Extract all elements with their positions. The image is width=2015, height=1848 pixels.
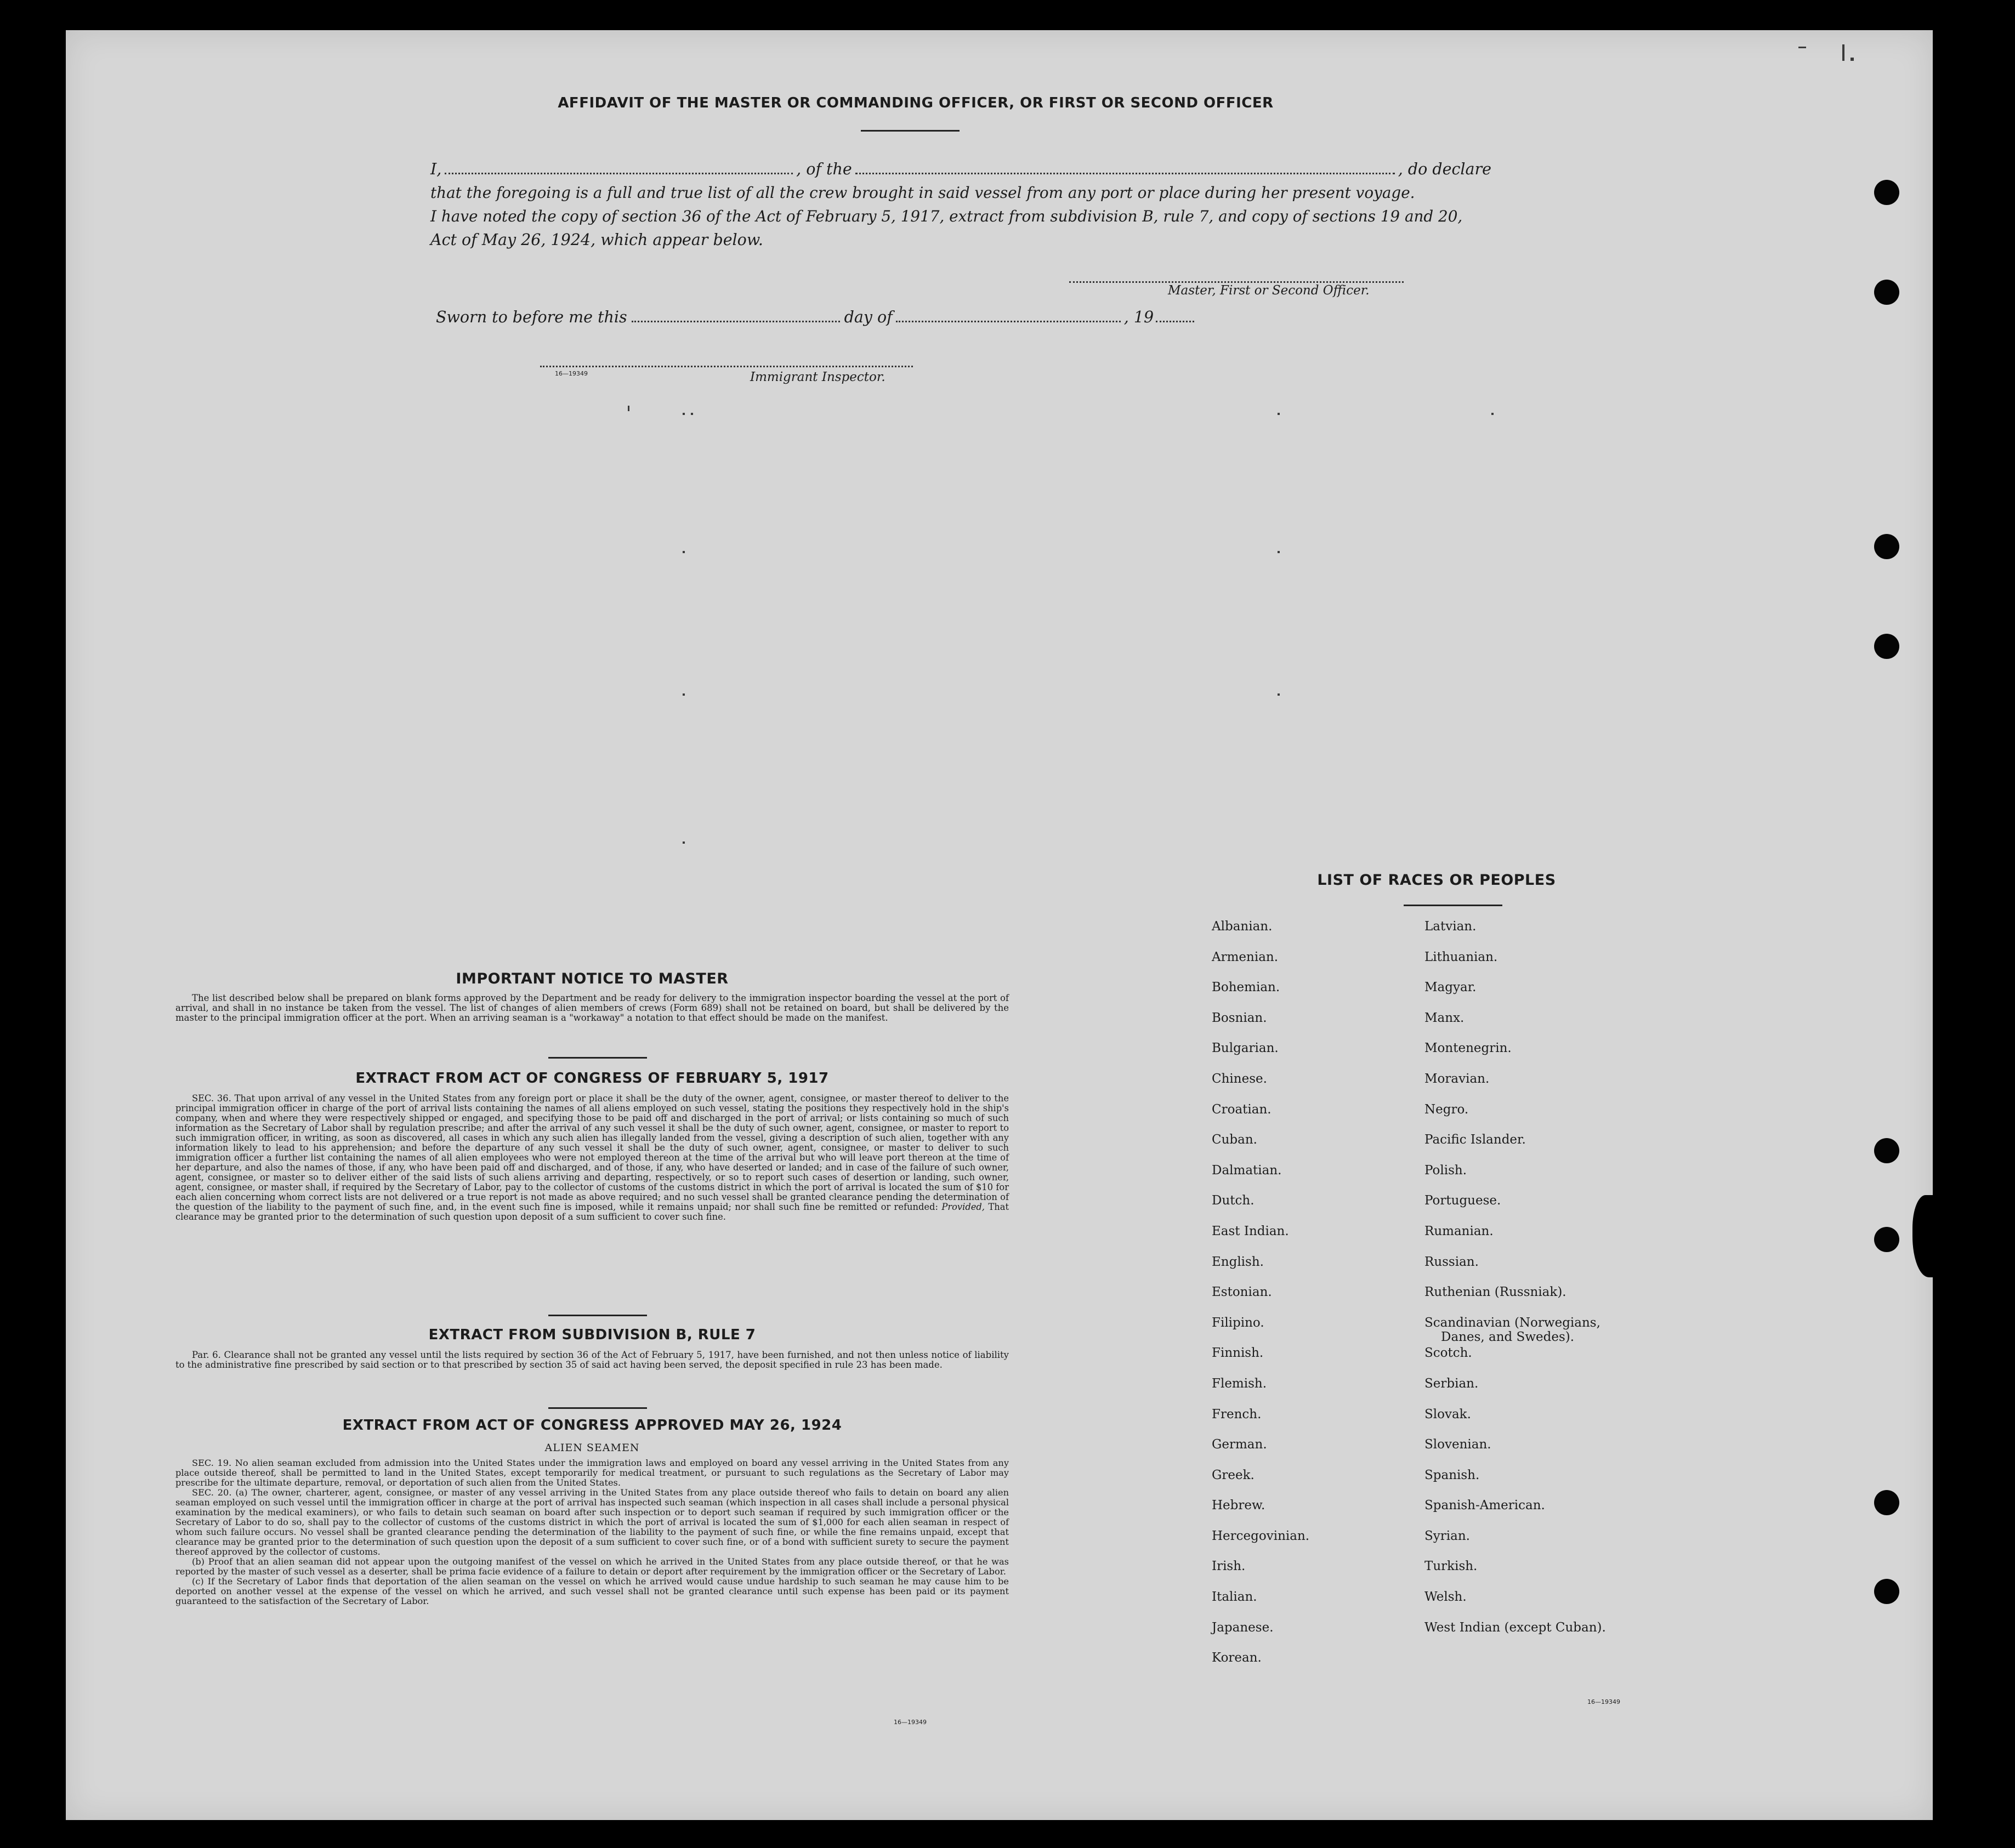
corner-mark <box>1851 58 1854 61</box>
sec20b-paragraph: (b) Proof that an alien seaman did not appear upon the outgoing manifest of the vessel on which he arrived in the United States from any place outside thereof, or that he was reported by the master of such vessel as a deserter, shall be prima facie evidence of a failure to detain or deport after requirement by the immigration officer or the Secretary of Labor. <box>175 1556 1009 1577</box>
race-item: East Indian. <box>1212 1224 1289 1238</box>
race-item: Dalmatian. <box>1212 1163 1282 1178</box>
signature-label: Master, First or Second Officer. <box>1168 283 1370 298</box>
bleed-mark <box>628 406 629 411</box>
race-item: Bohemian. <box>1212 980 1280 995</box>
race-item: Hercegovinian. <box>1212 1528 1310 1543</box>
proviso-word: Provided, <box>941 1202 985 1212</box>
bleed-mark <box>1278 693 1280 696</box>
extract-rule7-text <box>175 1350 1009 1370</box>
month-blank <box>896 321 1121 322</box>
race-item: Slovak. <box>1424 1407 1471 1421</box>
race-item: Negro. <box>1424 1102 1469 1117</box>
races-form-number: 16—19349 <box>1587 1698 1620 1705</box>
race-item: Chinese. <box>1212 1071 1267 1086</box>
bleed-mark <box>1278 413 1280 415</box>
race-item: Hebrew. <box>1212 1498 1265 1513</box>
race-item: Syrian. <box>1424 1528 1470 1543</box>
sec36-text: SEC. 36. That upon arrival of any vessel in the United States from any foreign port or place it shall be the duty of the owner, agent, consignee, or master thereof to deliver to the principal immigration officer in charge of the port of arrival lists containing the names of all aliens employed on such vessel, stating the positions they respectively hold in the ship's company, when and where they were respectively shipped or engaged, and specifying those to be paid off and discharged in the port of arrival; or lists containing so much of such information as the Secretary of Labor shall by regulation prescribe; and after the arrival of any such vessel it shall be the duty of such owner, agent, consignee, or master to report to such immigration officer, in writing, as soon as discovered, all cases in which any such alien has illegally landed from the vessel, giving a description of such alien, together with any information likely to lead to his apprehension; and before the departure of any such vessel it shall be the duty of such owner, agent, consignee, or master to deliver to such immigration officer a further list containing the names of all alien employees who were not employed thereon at the time of the arrival but who will leave port thereon at the time of her departure, and also the names of those, if any, who have been paid off and discharged, and of those, if any, who have deserted or landed; and in case of the failure of such owner, agent, consignee, or master so to deliver either of the said lists of such aliens arriving and departing, respectively, or so to report such cases of desertion or landing, such owner, agent, consignee, or master shall, if required by the Secretary of Labor, pay to the collector of customs of the customs district in which the port of arrival is located the sum of $10 for each alien concerning whom correct lists are not delivered or a true report is not made as above required; and no such vessel shall be granted clearance pending the determination of the question of the liability to the payment of such fine, and, in the event such fine is imposed, while it remains unpaid; nor shall such fine be remitted or refunded: <box>175 1093 1009 1212</box>
affidavit-line-3: I have noted the copy of section 36 of the Act of February 5, 1917, extract from subdivision B, rule 7, and copy of sections 19 and 20, <box>430 207 1463 225</box>
rule7-paragraph: Par. 6. Clearance shall not be granted any vessel until the lists required by section 36 of the Act of February 5, 1917, have been furnished, and not then unless notice of liability to the administrative fine prescribed by said section or to that prescribed by section 35 of said act having been served, the deposit specified in rule 23 has been made. <box>175 1350 1009 1370</box>
punch-hole <box>1874 180 1899 205</box>
punch-hole <box>1874 1490 1899 1515</box>
affidavit-declare: , do declare <box>1398 160 1491 178</box>
races-column-1 <box>1212 919 1420 1681</box>
bleed-mark <box>683 413 685 415</box>
race-item: Spanish. <box>1424 1468 1480 1482</box>
bleed-mark <box>691 413 693 415</box>
race-item: Moravian. <box>1424 1071 1490 1086</box>
affidavit-form-number: 16—19349 <box>555 370 588 377</box>
race-item: Serbian. <box>1424 1376 1479 1391</box>
race-item: German. <box>1212 1437 1267 1452</box>
notice-paragraph: The list described below shall be prepared on blank forms approved by the Department and be ready for delivery to the immigration inspector boarding the vessel at the port of arrival, and shall in no instance be taken from the vessel. The list of changes of alien members of crews (Form 689) shall not be retained on board, but shall be delivered by the master to the principal immigration officer at the port. When an arriving seaman is a "workaway" a notation to that effect should be made on the manifest. <box>175 993 1009 1023</box>
race-item: Italian. <box>1212 1590 1257 1605</box>
race-item: Magyar. <box>1424 980 1477 995</box>
affidavit-text <box>430 157 1491 252</box>
bleed-mark <box>683 551 685 553</box>
bleed-mark <box>1278 551 1280 553</box>
race-item: Korean. <box>1212 1651 1262 1665</box>
inspector-line <box>540 366 913 367</box>
sworn-line <box>436 308 1258 326</box>
affidavit-line-4: Act of May 26, 1924, which appear below. <box>430 231 763 249</box>
race-item-continued: Danes, and Swedes). <box>1441 1329 1575 1344</box>
punch-hole <box>1874 1579 1899 1604</box>
race-item: Irish. <box>1212 1559 1246 1574</box>
title-divider <box>861 130 960 132</box>
signature-line <box>1069 281 1404 283</box>
notice-divider <box>548 1057 647 1059</box>
race-item: Latvian. <box>1424 919 1477 934</box>
bleed-mark <box>683 841 685 844</box>
race-item: Croatian. <box>1212 1102 1272 1117</box>
torn-edge <box>1912 1195 1945 1277</box>
race-item: Scandinavian (Norwegians, Danes, and Swedes). <box>1424 1316 1677 1346</box>
race-item: Slovenian. <box>1424 1437 1491 1452</box>
day-of: day of <box>844 308 893 326</box>
extract-rule7-title: EXTRACT FROM SUBDIVISION B, RULE 7 <box>428 1327 756 1343</box>
race-item: Pacific Islander. <box>1424 1133 1526 1147</box>
race-item: Estonian. <box>1212 1285 1272 1300</box>
punch-hole <box>1874 1138 1899 1163</box>
extract-1924-title: EXTRACT FROM ACT OF CONGRESS APPROVED MAY 26, 1924 <box>342 1417 842 1434</box>
bleed-mark <box>683 693 685 696</box>
race-item: Greek. <box>1212 1468 1255 1482</box>
extract-1924-subtitle: ALIEN SEAMEN <box>544 1442 640 1454</box>
race-item: Bulgarian. <box>1212 1041 1279 1056</box>
race-item: Scotch. <box>1424 1346 1472 1361</box>
race-item: Ruthenian (Russniak). <box>1424 1285 1566 1300</box>
notice-title: IMPORTANT NOTICE TO MASTER <box>456 970 729 987</box>
corner-mark <box>1798 47 1806 48</box>
notice-text <box>175 993 1009 1023</box>
race-item: Polish. <box>1424 1163 1467 1178</box>
bleed-mark <box>1491 413 1494 415</box>
sec20c-paragraph: (c) If the Secretary of Labor finds that deportation of the alien seaman on the vessel on which he arrived would cause undue hardship to such seaman he may cause him to be deported on another vessel at the expense of the vessel on which he arrived, and such vessel shall not be granted clearance until such expense has been paid or its payment guaranteed to the satisfaction of the Secretary of Labor. <box>175 1576 1009 1606</box>
year-prefix: , 19 <box>1123 308 1154 326</box>
sec19-paragraph: SEC. 19. No alien seaman excluded from admission into the United States under the immigration laws and employed on board any vessel arriving in the United States from any place outside thereof, shall be permitted to land in the United States, except temporarily for medical treatment, or pursuant to such regulations as the Secretary of Labor may prescribe for the ultimate departure, removal, or deportation of such alien from the United States. <box>175 1458 1009 1488</box>
race-item: Filipino. <box>1212 1315 1264 1330</box>
race-item: Finnish. <box>1212 1346 1264 1361</box>
name-blank <box>445 173 793 174</box>
race-item: Albanian. <box>1212 919 1273 934</box>
day-blank <box>632 321 840 322</box>
year-blank <box>1156 321 1194 322</box>
extract-form-number: 16—19349 <box>894 1719 927 1726</box>
race-item: Flemish. <box>1212 1376 1267 1391</box>
race-item: French. <box>1212 1407 1262 1421</box>
affidavit-line-2: that the foregoing is a full and true list of all the crew brought in said vessel from any port or place during her present voyage. <box>430 184 1415 202</box>
punch-hole <box>1874 534 1899 559</box>
race-item: Cuban. <box>1212 1133 1257 1147</box>
punch-hole <box>1874 1227 1899 1252</box>
sec20a-paragraph: SEC. 20. (a) The owner, charterer, agent, consignee, or master of any vessel arriving in the United States from any place outside thereof who fails to detain on board any alien seaman employed on such vessel until the immigration officer in charge at the port of arrival has inspected such seaman (which inspection in all cases shall include a personal physical examination by the medical examiners), or who fails to detain such seaman on board after such inspection or to deport such seaman if required by such immigration officer or the Secretary of Labor to do so, shall pay to the collector of customs of the customs district in which the port of arrival is located the sum of $1,000 for each alien seaman in respect of whom such failure occurs. No vessel shall be granted clearance pending the determination of the liability to the payment of such fine, or while the fine remains unpaid, except that clearance may be granted prior to the determination of such question upon the deposit of a sum sufficient to cover such fine, or of a bond with sufficient surety to secure the payment thereof approved by the collector of customs. <box>175 1487 1009 1557</box>
race-item: Russian. <box>1424 1254 1479 1269</box>
race-item: Japanese. <box>1212 1620 1274 1635</box>
race-item: Manx. <box>1424 1010 1465 1025</box>
race-item: Bosnian. <box>1212 1010 1267 1025</box>
extract-1917-title: EXTRACT FROM ACT OF CONGRESS OF FEBRUARY 5, 1917 <box>355 1070 829 1087</box>
affidavit-of-the: , of the <box>796 160 852 178</box>
race-item: Dutch. <box>1212 1193 1255 1208</box>
race-item: Turkish. <box>1424 1559 1478 1574</box>
affidavit-title: AFFIDAVIT OF THE MASTER OR COMMANDING OFFICER, OR FIRST OR SECOND OFFICER <box>558 95 1274 111</box>
race-item: Armenian. <box>1212 949 1279 964</box>
extract-1917-text <box>175 1094 1009 1222</box>
extract-1924-text <box>175 1458 1009 1606</box>
race-item: English. <box>1212 1254 1264 1269</box>
vessel-blank <box>855 173 1395 174</box>
corner-mark <box>1842 44 1844 61</box>
extract-1917-divider <box>548 1315 647 1316</box>
race-item: Rumanian. <box>1424 1224 1494 1238</box>
sworn-before: Sworn to before me this <box>436 308 627 326</box>
affidavit-i: I, <box>430 160 442 178</box>
races-divider <box>1404 905 1502 906</box>
race-item: West Indian (except Cuban). <box>1424 1620 1606 1635</box>
extract-rule7-divider <box>548 1407 647 1409</box>
race-item: Lithuanian. <box>1424 949 1498 964</box>
races-column-2 <box>1424 919 1677 1651</box>
proviso-text: That clearance may be granted prior to the determination of such question upon deposit of a sum sufficient to cover such fine. <box>175 1202 1009 1222</box>
race-item: Spanish-American. <box>1424 1498 1545 1513</box>
races-title: LIST OF RACES OR PEOPLES <box>1317 872 1556 889</box>
punch-hole <box>1874 280 1899 305</box>
race-item: Portuguese. <box>1424 1193 1501 1208</box>
form-page <box>66 30 1933 1820</box>
race-item: Welsh. <box>1424 1590 1467 1605</box>
punch-hole <box>1874 634 1899 659</box>
inspector-label: Immigrant Inspector. <box>750 370 886 384</box>
race-item: Montenegrin. <box>1424 1041 1512 1056</box>
